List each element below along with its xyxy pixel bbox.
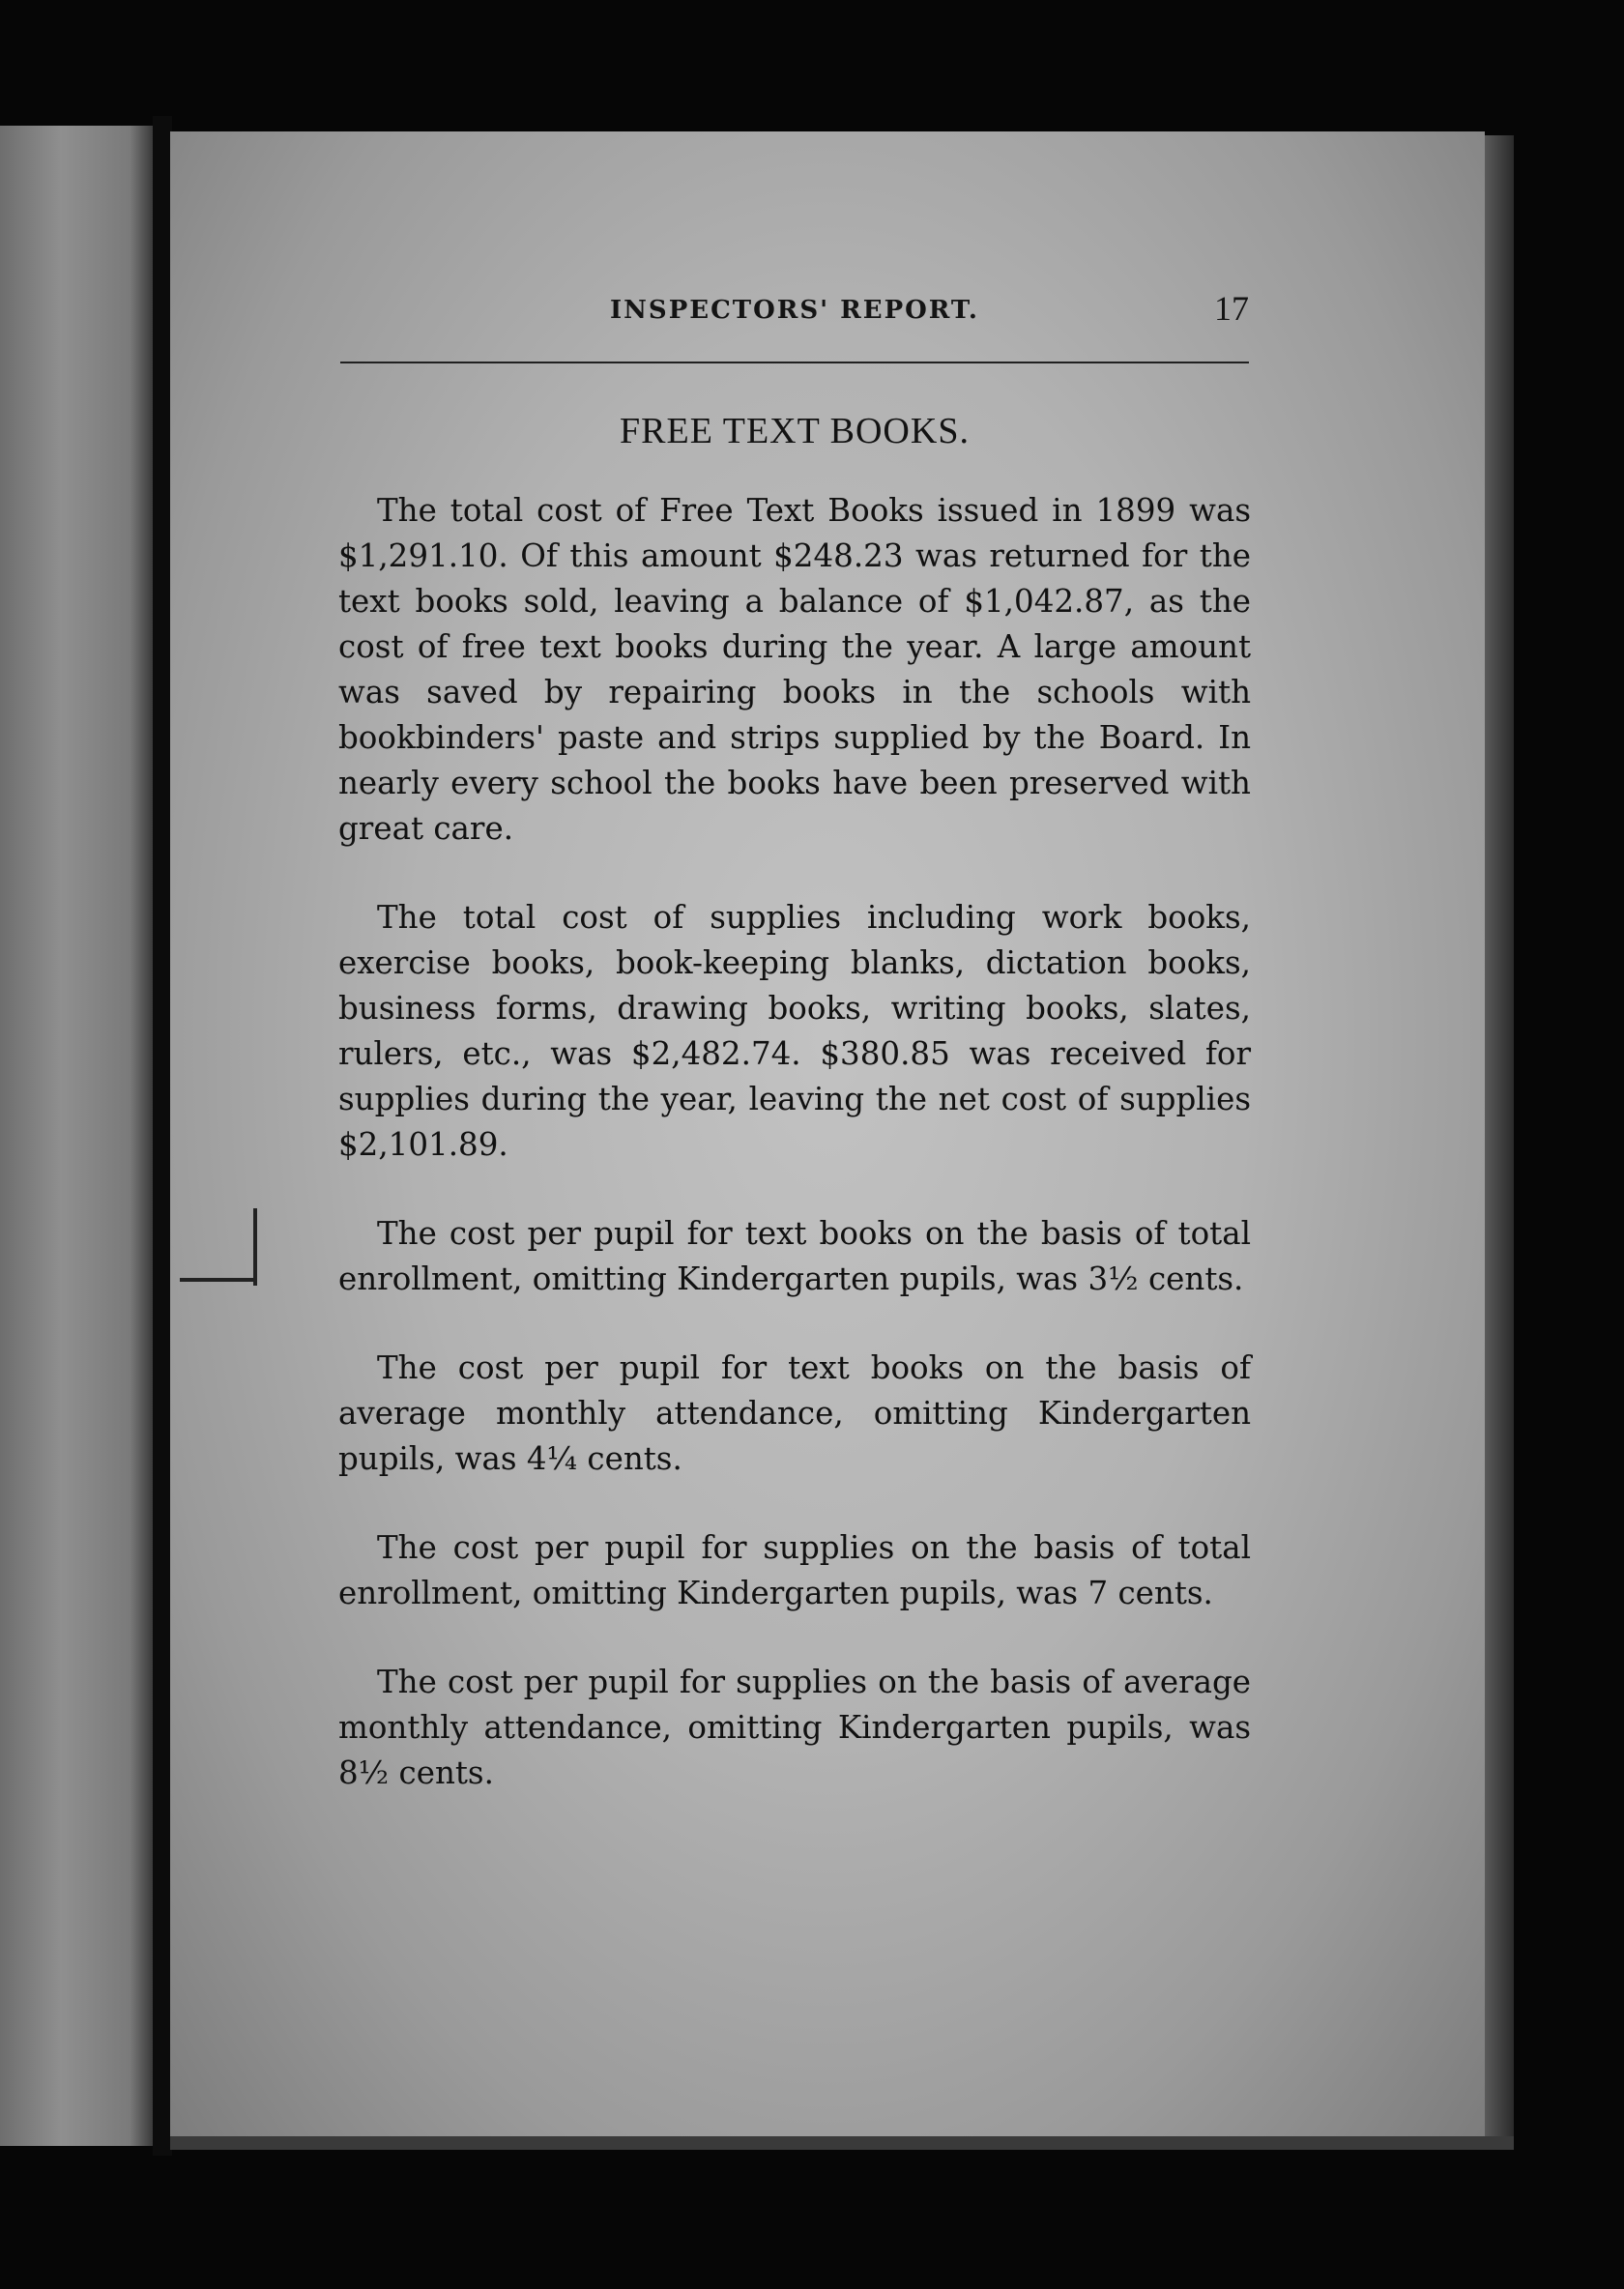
paragraph-supplies-attendance: The cost per pupil for supplies on the basis of average monthly attendance, omitting Kindergarten pupils, was 8½ cents. xyxy=(338,1664,1251,1791)
section-heading: FREE TEXT BOOKS. xyxy=(620,411,970,451)
running-title: INSPECTORS' REPORT. xyxy=(610,296,979,325)
running-head xyxy=(340,286,1249,334)
paragraph-text-books-cost: The total cost of Free Text Books issued in 1899 was $1,291.10. Of this amount $248.23 was returned for the text books sold, leaving a balance of $1,042.87, as the cost of free text books during the year. A large amount was saved by repairing books in the schools with bookbinders' paste and strips supplied by the Board. In nearly every school the books have been preserved with great care. xyxy=(338,492,1251,847)
page-number: 17 xyxy=(1214,289,1249,328)
margin-pencil-mark xyxy=(253,1208,257,1286)
page-edge-bottom xyxy=(170,2136,1514,2150)
paragraph-supplies-enrollment: The cost per pupil for supplies on the basis of total enrollment, omitting Kindergarten pupils, was 7 cents. xyxy=(338,1529,1251,1611)
paragraph-supplies-cost: The total cost of supplies including work books, exercise books, book-keeping blanks, dictation books, business forms, drawing books, writing books, slates, rulers, etc., was $2,482.74. $380.85 was received for supplies during the year, leaving the net cost of supplies $2,101.89. xyxy=(338,899,1251,1163)
page-edge-right xyxy=(1485,135,1514,2146)
margin-pencil-stroke xyxy=(180,1278,255,1282)
book-gutter xyxy=(153,116,172,2156)
paragraph-text-books-enrollment: The cost per pupil for text books on the basis of total enrollment, omitting Kindergarten pupils, was 3½ cents. xyxy=(338,1215,1251,1297)
facing-page-edge xyxy=(0,126,153,2146)
body-text xyxy=(338,488,1251,1796)
paragraph-text-books-attendance: The cost per pupil for text books on the basis of average monthly attendance, omitting Kindergarten pupils, was 4¼ cents. xyxy=(338,1349,1251,1477)
header-rule xyxy=(340,362,1249,363)
